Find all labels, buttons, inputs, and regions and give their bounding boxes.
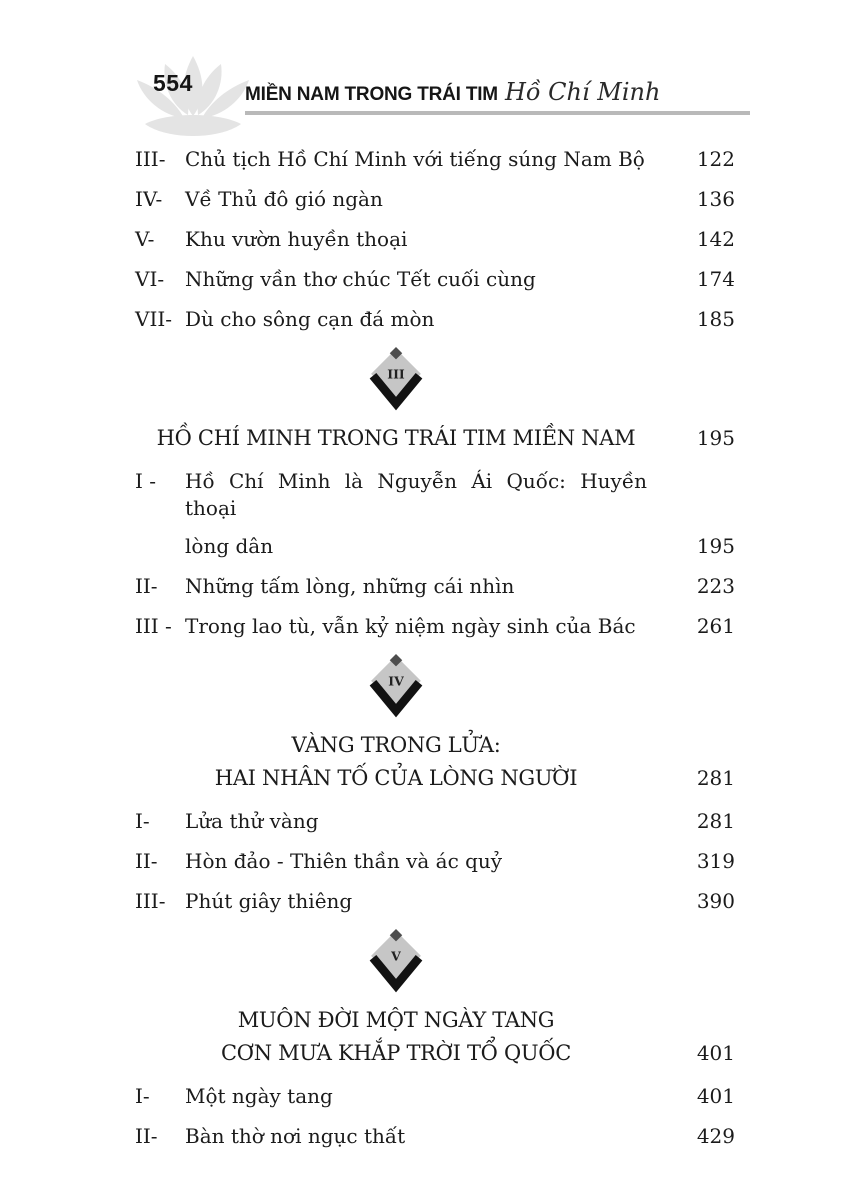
lotus-icon (125, 52, 261, 144)
toc-entry (135, 306, 735, 333)
entry-numeral: I- (135, 809, 150, 833)
entry-page: 195 (696, 534, 735, 558)
entry-page: 390 (696, 889, 735, 913)
entry-title-block (185, 226, 647, 253)
entry-title-block (185, 146, 647, 173)
entry-numeral: III- (135, 889, 166, 913)
header-rule (245, 111, 750, 115)
toc-entry (135, 146, 735, 173)
entry-page: 319 (696, 849, 735, 873)
entry-title: lòng dân (185, 534, 274, 558)
section-ornament (135, 346, 735, 417)
entry-title-block (185, 613, 647, 640)
entry-title: Dù cho sông cạn đá mòn (185, 307, 435, 331)
entry-numeral: VII- (135, 307, 173, 331)
svg-text:III: III (387, 366, 405, 382)
svg-text:IV: IV (388, 673, 404, 689)
section-heading-page: 281 (696, 766, 735, 790)
book-title-script: Hồ Chí Minh (504, 78, 661, 106)
section-ornament (135, 653, 735, 724)
entry-page: 142 (696, 227, 735, 251)
section-heading-title: MUÔN ĐỜI MỘT NGÀY TANG CƠN MƯA KHẮP TRỜI TỔ QUỐC (221, 1008, 571, 1065)
section-heading-title: HỒ CHÍ MINH TRONG TRÁI TIM MIỀN NAM (156, 426, 636, 450)
section-heading (135, 425, 735, 452)
toc-entry (135, 573, 735, 600)
toc-entry (135, 808, 735, 835)
entry-page: 261 (696, 614, 735, 638)
toc-entry (135, 1083, 735, 1110)
entry-title-block (185, 1083, 647, 1110)
entry-title-block (185, 1123, 647, 1150)
page-number: 554 (153, 70, 193, 96)
toc-entry (135, 1123, 735, 1150)
entry-numeral: II- (135, 1124, 158, 1148)
entry-title: Một ngày tang (185, 1084, 333, 1108)
section-divider-icon (367, 653, 425, 724)
entry-numeral: II- (135, 574, 158, 598)
entry-page: 185 (696, 307, 735, 331)
page-header (125, 50, 750, 120)
entry-title: Hồ Chí Minh là Nguyễn Ái Quốc: Huyền thoại (185, 469, 647, 520)
entry-title: Những vần thơ chúc Tết cuối cùng (185, 267, 536, 291)
section-heading (135, 732, 735, 792)
entry-title-block (185, 468, 647, 560)
running-head (245, 78, 660, 106)
entry-page: 281 (696, 809, 735, 833)
entry-page: 174 (696, 267, 735, 291)
entry-numeral: I - (135, 469, 157, 493)
table-of-contents (135, 146, 735, 1163)
entry-title: Lửa thử vàng (185, 809, 319, 833)
entry-page: 122 (696, 147, 735, 171)
entry-numeral: III - (135, 614, 172, 638)
book-title: MIỀN NAM TRONG TRÁI TIM (245, 84, 498, 105)
entry-title-block (185, 808, 647, 835)
toc-entry (135, 226, 735, 253)
section-heading-page: 401 (696, 1041, 735, 1065)
entry-title: Chủ tịch Hồ Chí Minh với tiếng súng Nam Bộ (185, 147, 645, 171)
toc-entry (135, 613, 735, 640)
entry-title: Những tấm lòng, những cái nhìn (185, 574, 515, 598)
toc-entry (135, 848, 735, 875)
entry-title-block (185, 573, 647, 600)
entry-title-block (185, 848, 647, 875)
entry-numeral: IV- (135, 187, 163, 211)
entry-title: Trong lao tù, vẫn kỷ niệm ngày sinh của Bác (185, 614, 636, 638)
entry-page: 429 (696, 1124, 735, 1148)
entry-title-block (185, 186, 647, 213)
entry-numeral: III- (135, 147, 166, 171)
entry-numeral: II- (135, 849, 158, 873)
entry-title: Phút giây thiêng (185, 889, 353, 913)
section-heading-page: 195 (696, 426, 735, 450)
entry-page: 136 (696, 187, 735, 211)
entry-title: Khu vườn huyền thoại (185, 227, 408, 251)
entry-page: 223 (696, 574, 735, 598)
section-heading (135, 1007, 735, 1067)
entry-title: Hòn đảo - Thiên thần và ác quỷ (185, 849, 503, 873)
section-divider-icon (367, 928, 425, 999)
toc-entry (135, 186, 735, 213)
entry-numeral: I- (135, 1084, 150, 1108)
section-heading-title: VÀNG TRONG LỬA: HAI NHÂN TỐ CỦA LÒNG NGƯỜI (214, 733, 578, 790)
section-ornament (135, 928, 735, 999)
toc-entry (135, 266, 735, 293)
toc-entry (135, 468, 735, 560)
section-divider-icon (367, 346, 425, 417)
entry-page: 401 (696, 1084, 735, 1108)
entry-title-block (185, 888, 647, 915)
entry-title-block (185, 266, 647, 293)
entry-numeral: VI- (135, 267, 165, 291)
toc-entry (135, 888, 735, 915)
entry-title: Về Thủ đô gió ngàn (185, 187, 383, 211)
entry-title-block (185, 306, 647, 333)
entry-numeral: V- (135, 227, 155, 251)
svg-text:V: V (391, 948, 401, 964)
entry-title: Bàn thờ nơi ngục thất (185, 1124, 406, 1148)
